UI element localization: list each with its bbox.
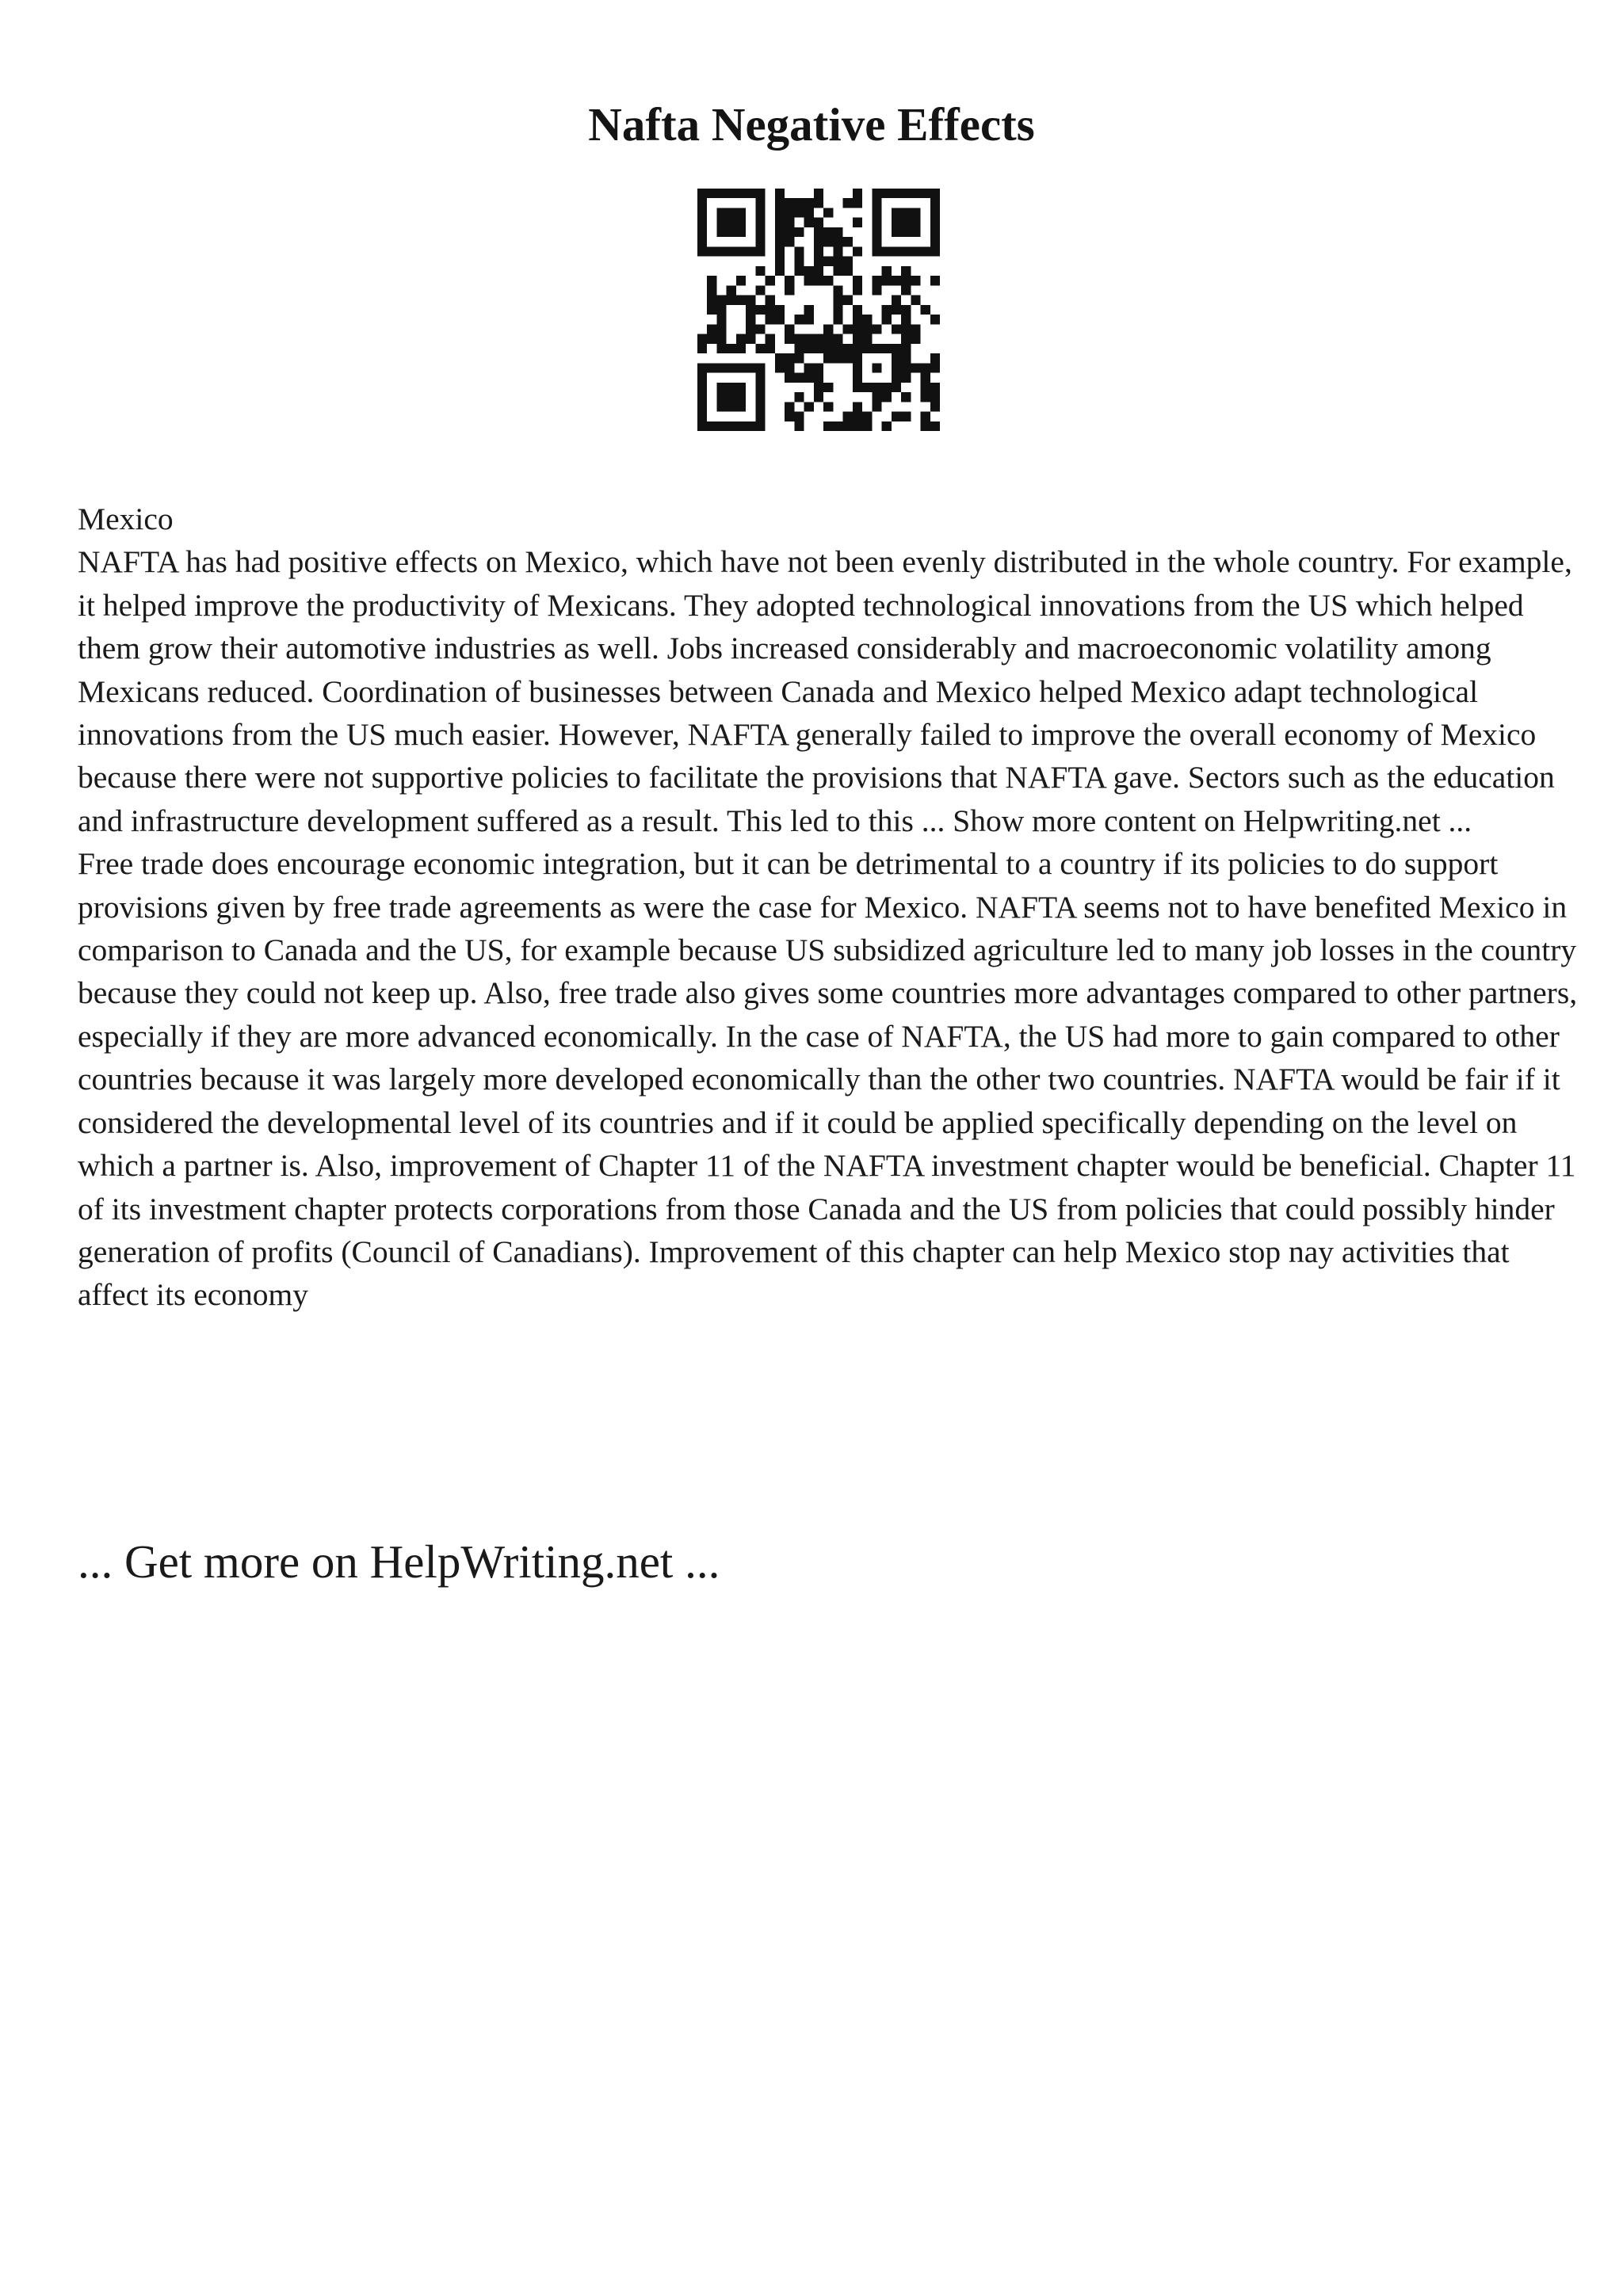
article-body (78, 498, 1583, 1317)
page-title: Nafta Negative Effects (588, 98, 1035, 151)
get-more-link[interactable]: ... Get more on HelpWriting.net ... (78, 1535, 720, 1588)
paragraph: Free trade does encourage economic integration, but it can be detrimental to a country if its policies to do support provisions given by free trade agreements as were the case for Mexico. NAFTA seems not to have benefited Mexico in comparison to Canada and the US, for example because US subsidized agriculture led to many job losses in the country because they could not keep up. Also, free trade also gives some countries more advantages compared to other partners, especially if they are more advanced economically. In the case of NAFTA, the US had more to gain compared to other countries because it was largely more developed economically than the other two countries. NAFTA would be fair if it considered the developmental level of its countries and if it could be applied specifically depending on the level on which a partner is. Also, improvement of Chapter 11 of the NAFTA investment chapter would be beneficial. Chapter 11 of its investment chapter protects corporations from those Canada and the US from policies that could possibly hinder generation of profits (Council of Canadians). Improvement of this chapter can help Mexico stop nay activities that affect its economy (78, 846, 1578, 1313)
section-heading: Mexico (78, 502, 174, 536)
qr-code-icon (697, 189, 940, 431)
paragraph: NAFTA has had positive effects on Mexico, which have not been evenly distributed in the whole country. For example, it helped improve the productivity of Mexicans. They adopted technological innovations from the US which helped them grow their automotive industries as well. Jobs increased considerably and macroeconomic volatility among Mexicans reduced. Coordination of businesses between Canada and Mexico helped Mexico adapt technological innovations from the US much easier. However, NAFTA generally failed to improve the overall economy of Mexico because there were not supportive policies to facilitate the provisions that NAFTA gave. Sectors such as the education and infrastructure development suffered as a result. This led to this ... Show more content on Helpwriting.net ... (78, 544, 1572, 838)
